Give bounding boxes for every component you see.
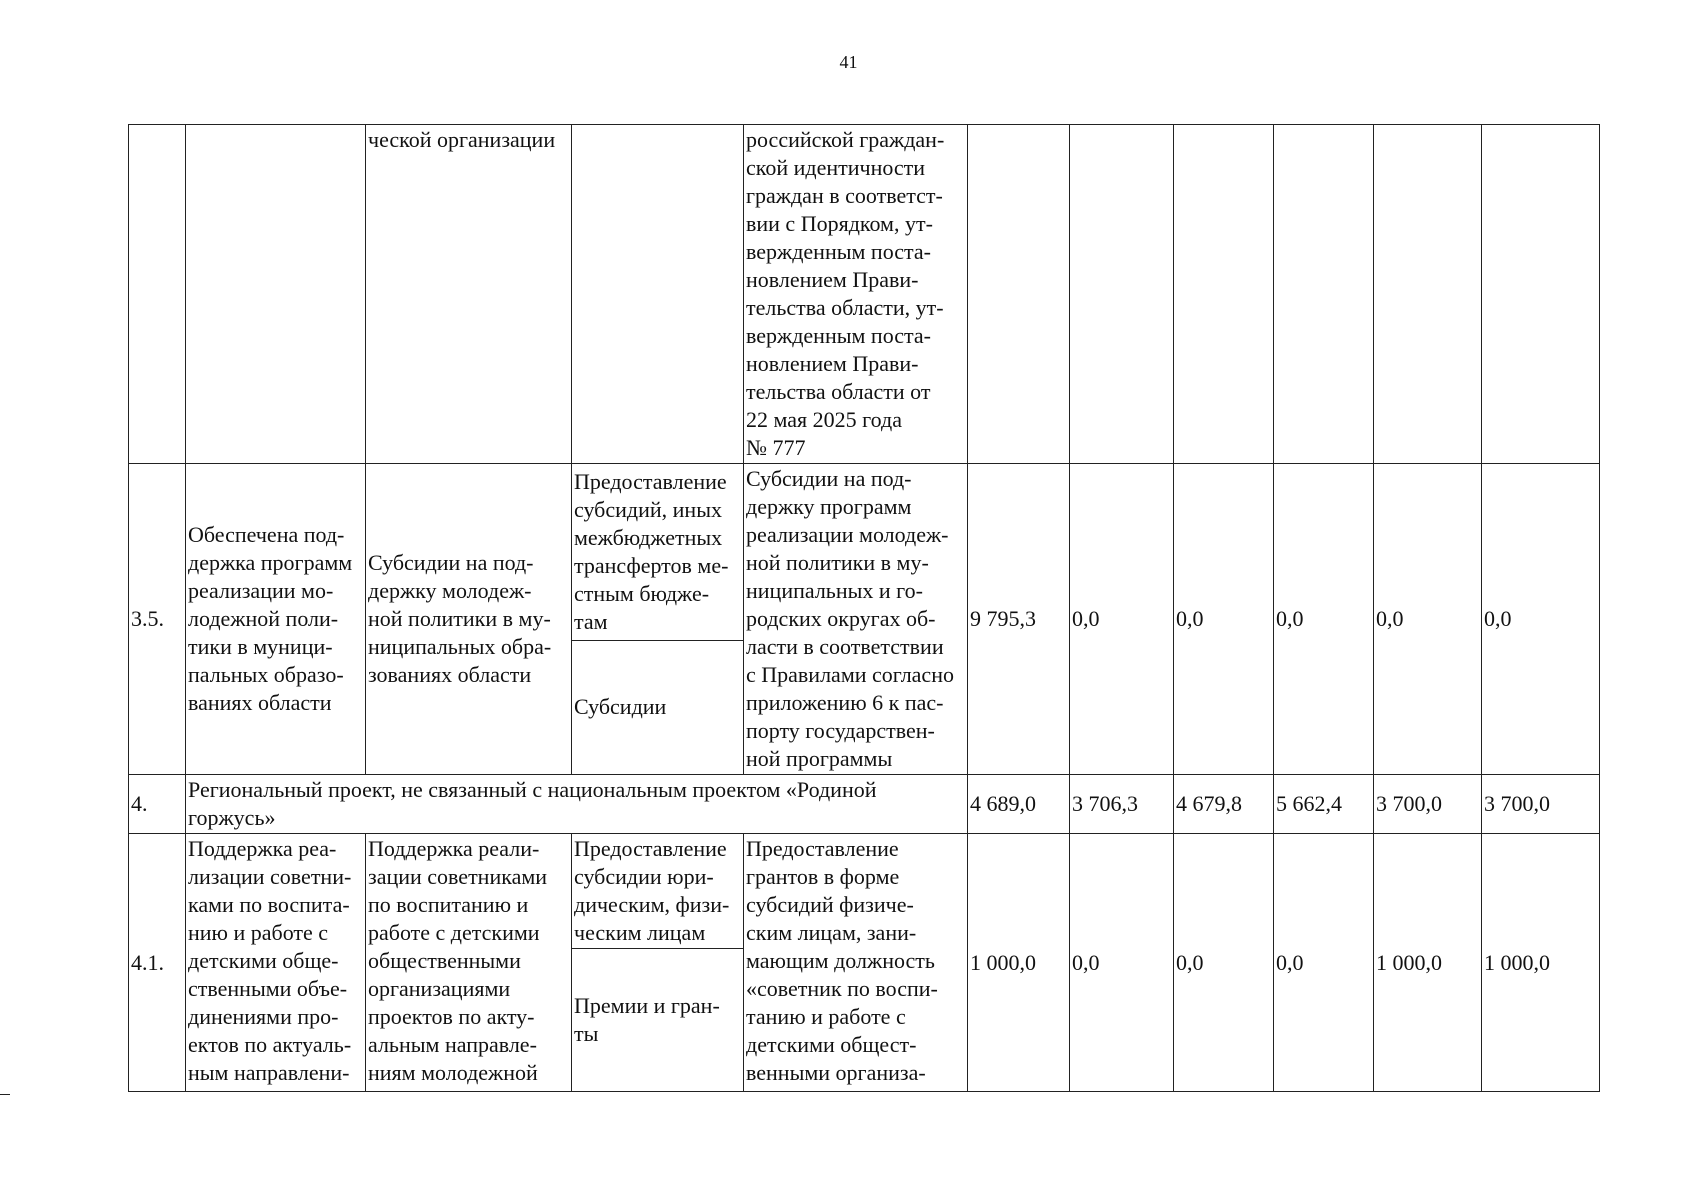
cell-project-title: Региональный проект, не связанный с национальным проектом «Родиной горжусь»: [186, 775, 968, 834]
cell-value: 3 706,3: [1070, 775, 1174, 834]
budget-table: [128, 124, 1600, 1092]
cell-value: 0,0: [1174, 834, 1274, 1092]
table-row-continuation: [129, 125, 1600, 464]
cell-value: 0,0: [1070, 834, 1174, 1092]
cell-type: Предоставление субсидии юри- дическим, физи- ческим лицам: [572, 834, 744, 949]
cell-value: 0,0: [1374, 464, 1482, 775]
cell-event-name: Субсидии на под- держку молодеж- ной политики в му- ниципальных обра- зованиях области: [366, 464, 572, 775]
margin-mark: [0, 1094, 10, 1095]
table-row-4: [129, 775, 1600, 834]
cell-event-name: ческой организации: [366, 125, 572, 464]
cell-event-name: Поддержка реали- зации советниками по воспитанию и работе с детскими общественными организациями проектов по акту- альным направле- ниям молодежной: [366, 834, 572, 1092]
cell-num: 4.: [129, 775, 186, 834]
cell-value: [1174, 125, 1274, 464]
cell-value: [1482, 125, 1600, 464]
cell-value: 0,0: [1482, 464, 1600, 775]
cell-result: Обеспечена под- держка программ реализации мо- лодежной поли- тики в муници- пальных образо- ваниях области: [186, 464, 366, 775]
cell-description: российской граждан- ской идентичности граждан в соответст- вии с Порядком, ут- вержденным поста- новлением Прави- тельства области, ут- вержденным поста- новлением Прави- тельства области от 22 мая 2025 года № 777: [744, 125, 968, 464]
cell-value: 1 000,0: [1482, 834, 1600, 1092]
cell-value: [968, 125, 1070, 464]
cell-value: 1 000,0: [1374, 834, 1482, 1092]
cell-value: [1274, 125, 1374, 464]
cell-num: [129, 125, 186, 464]
cell-value: 9 795,3: [968, 464, 1070, 775]
cell-value: 0,0: [1274, 834, 1374, 1092]
cell-result: Поддержка реа- лизации советни- ками по воспита- нию и работе с детскими обще- ственными объе- динениями про- ектов по актуаль- ным направлени-: [186, 834, 366, 1092]
cell-description: Субсидии на под- держку программ реализации молодеж- ной политики в му- ниципальных и го- родских округах об- ласти в соответствии с Правилами согласно приложению 6 к пас- порту государствен- ной программы: [744, 464, 968, 775]
cell-num: 4.1.: [129, 834, 186, 1092]
cell-value: 4 689,0: [968, 775, 1070, 834]
table-row-3-5: [129, 464, 1600, 641]
cell-value: 5 662,4: [1274, 775, 1374, 834]
cell-value: 3 700,0: [1482, 775, 1600, 834]
cell-type: [572, 125, 744, 464]
cell-type: Предоставление субсидий, иных межбюджетных трансфертов ме- стным бюдже- там: [572, 464, 744, 641]
cell-value: 0,0: [1070, 464, 1174, 775]
page-number: 41: [839, 52, 858, 72]
cell-result: [186, 125, 366, 464]
cell-type: Субсидии: [572, 640, 744, 774]
cell-num: 3.5.: [129, 464, 186, 775]
table-row-4-1: [129, 834, 1600, 949]
cell-value: 4 679,8: [1174, 775, 1274, 834]
cell-value: 0,0: [1274, 464, 1374, 775]
cell-value: [1374, 125, 1482, 464]
cell-value: [1070, 125, 1174, 464]
cell-description: Предоставление грантов в форме субсидий физиче- ским лицам, зани- мающим должность «советник по воспи- танию и работе с детскими общест- венными организа-: [744, 834, 968, 1092]
cell-type: Премии и гран- ты: [572, 949, 744, 1092]
cell-value: 1 000,0: [968, 834, 1070, 1092]
cell-value: 3 700,0: [1374, 775, 1482, 834]
cell-value: 0,0: [1174, 464, 1274, 775]
